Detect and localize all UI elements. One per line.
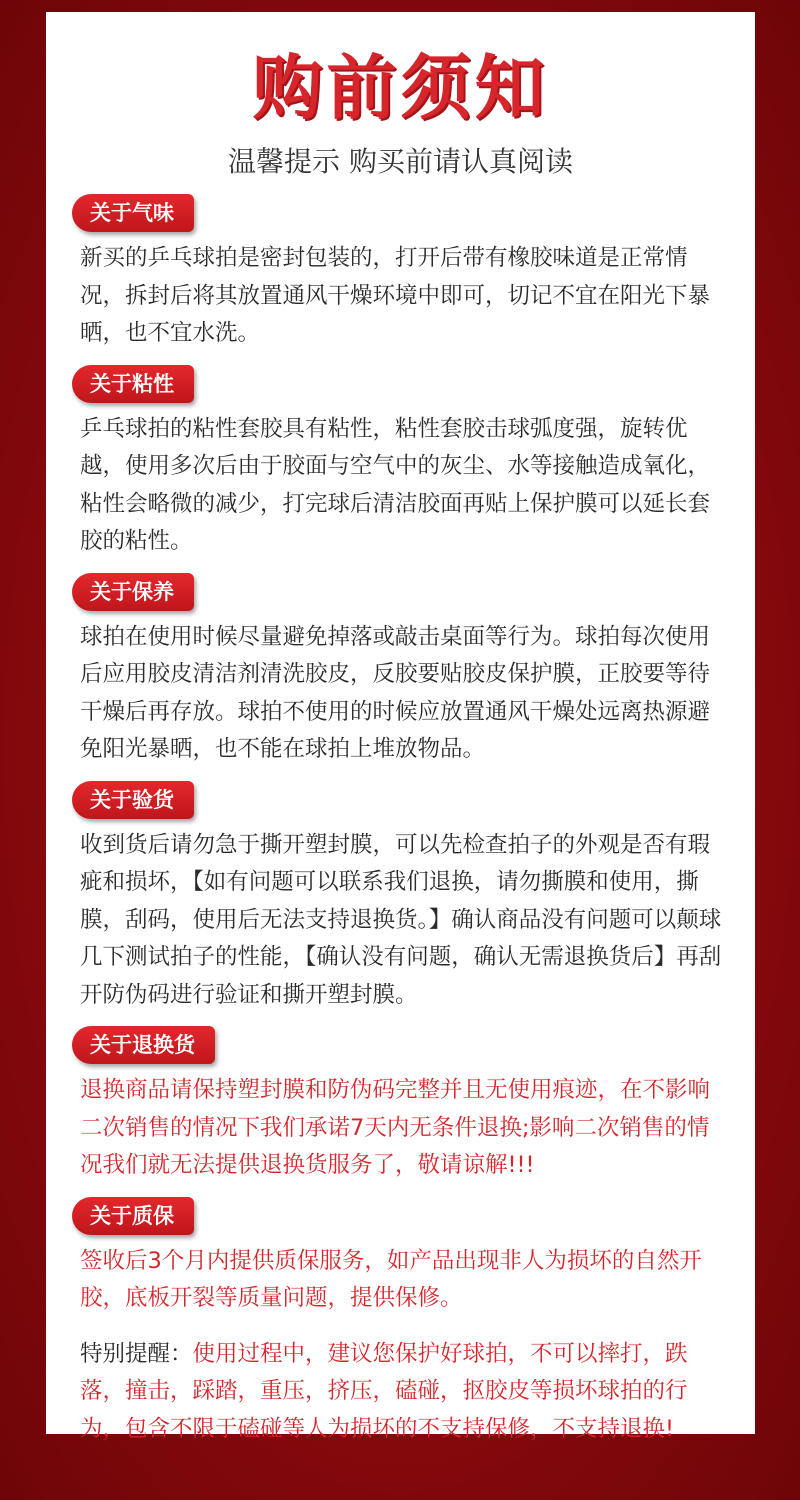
special-note-lead: 特别提醒： (80, 1340, 193, 1367)
section-tag: 关于质保 (72, 1197, 194, 1235)
section-tackiness (46, 365, 755, 561)
section-returns (46, 1026, 755, 1185)
section-text: 签收后3个月内提供质保服务，如产品出现非人为损坏的自然开胶，底板开裂等质量问题，提供保修。 (80, 1247, 702, 1311)
notice-card (46, 12, 755, 1442)
section-text: 收到货后请勿急于撕开塑封膜，可以先检查拍子的外观是否有瑕疵和损坏，【如有问题可以联系我们退换，请勿撕膜和使用，撕膜，刮码，使用后无法支持退换货。】确认商品没有问题可以颠球几下测试拍子的性能，【确认没有问题，确认无需退换货后】再刮开防伪码进行验证和撕开塑封膜。 (80, 831, 722, 1008)
section-tag: 关于保养 (72, 573, 194, 611)
section-tag: 关于粘性 (72, 365, 194, 403)
section-warranty (46, 1197, 755, 1318)
special-note (80, 1336, 729, 1449)
section-text: 新买的乒乓球拍是密封包装的，打开后带有橡胶味道是正常情况，拆封后将其放置通风干燥环境中即可，切记不宜在阳光下暴晒，也不宜水洗。 (80, 245, 711, 346)
page-title: 购前须知 (252, 47, 549, 129)
section-maintenance (46, 573, 755, 769)
section-tag: 关于退换货 (72, 1026, 215, 1064)
section-text: 退换商品请保持塑封膜和防伪码完整并且无使用痕迹，在不影响二次销售的情况下我们承诺7天内无条件退换;影响二次销售的情况我们就无法提供退换货服务了，敬请谅解!!! (80, 1077, 711, 1178)
section-tag: 关于验货 (72, 781, 194, 819)
special-note-text: 使用过程中，建议您保护好球拍，不可以摔打，跌落，撞击，踩踏，重压，挤压，磕碰，抠胶皮等损坏球拍的行为，包含不限于磕碰等人为损坏的不支持保修，不支持退换! (80, 1340, 688, 1442)
section-tag: 关于气味 (72, 194, 194, 232)
section-text: 乒乓球拍的粘性套胶具有粘性，粘性套胶击球弧度强，旋转优越，使用多次后由于胶面与空气中的灰尘、水等接触造成氧化，粘性会略微的减少，打完球后清洁胶面再贴上保护膜可以延长套胶的粘性。 (80, 415, 711, 554)
section-inspection (46, 781, 755, 1015)
section-text: 球拍在使用时候尽量避免掉落或敲击桌面等行为。球拍每次使用后应用胶皮清洁剂清洗胶皮，反胶要贴胶皮保护膜，正胶要等待干燥后再存放。球拍不使用的时候应放置通风干燥处远离热源避免阳光暴晒，也不能在球拍上堆放物品。 (80, 623, 711, 762)
page-subtitle: 温馨提示 购买前请认真阅读 (228, 145, 573, 178)
section-smell (46, 194, 755, 353)
